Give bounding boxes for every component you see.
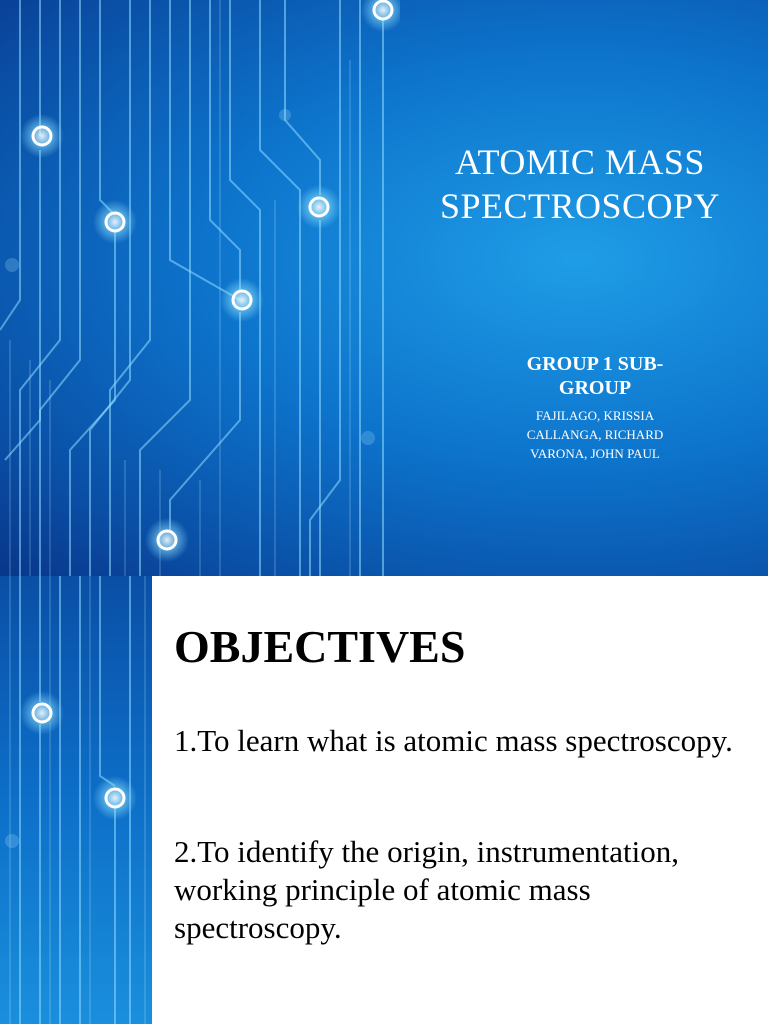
objective-item: 1.To learn what is atomic mass spectroscopy.	[174, 723, 733, 758]
objectives-slide	[0, 576, 768, 1024]
objective-item: 2.To identify the origin, instrumentation, working principle of atomic mass spectroscopy.	[174, 834, 679, 945]
group-name-line: GROUP	[558, 377, 632, 399]
circuit-strip-background	[0, 576, 152, 1024]
circuit-board-background	[0, 0, 400, 576]
circuit-strip-graphic	[0, 576, 152, 1024]
presentation-title	[395, 140, 765, 228]
member-name: VARONA, JOHN PAUL	[530, 446, 660, 461]
member-list	[480, 406, 710, 463]
title-line: SPECTROSCOPY	[439, 186, 721, 226]
objectives-heading: OBJECTIVES	[174, 621, 466, 672]
title-line: ATOMIC MASS	[455, 142, 705, 182]
group-info	[480, 352, 710, 463]
group-name-line: GROUP 1 SUB-	[526, 353, 664, 375]
member-name: FAJILAGO, KRISSIA	[535, 408, 655, 423]
member-name: CALLANGA, RICHARD	[526, 427, 664, 442]
glowing-node-icons	[20, 691, 137, 820]
